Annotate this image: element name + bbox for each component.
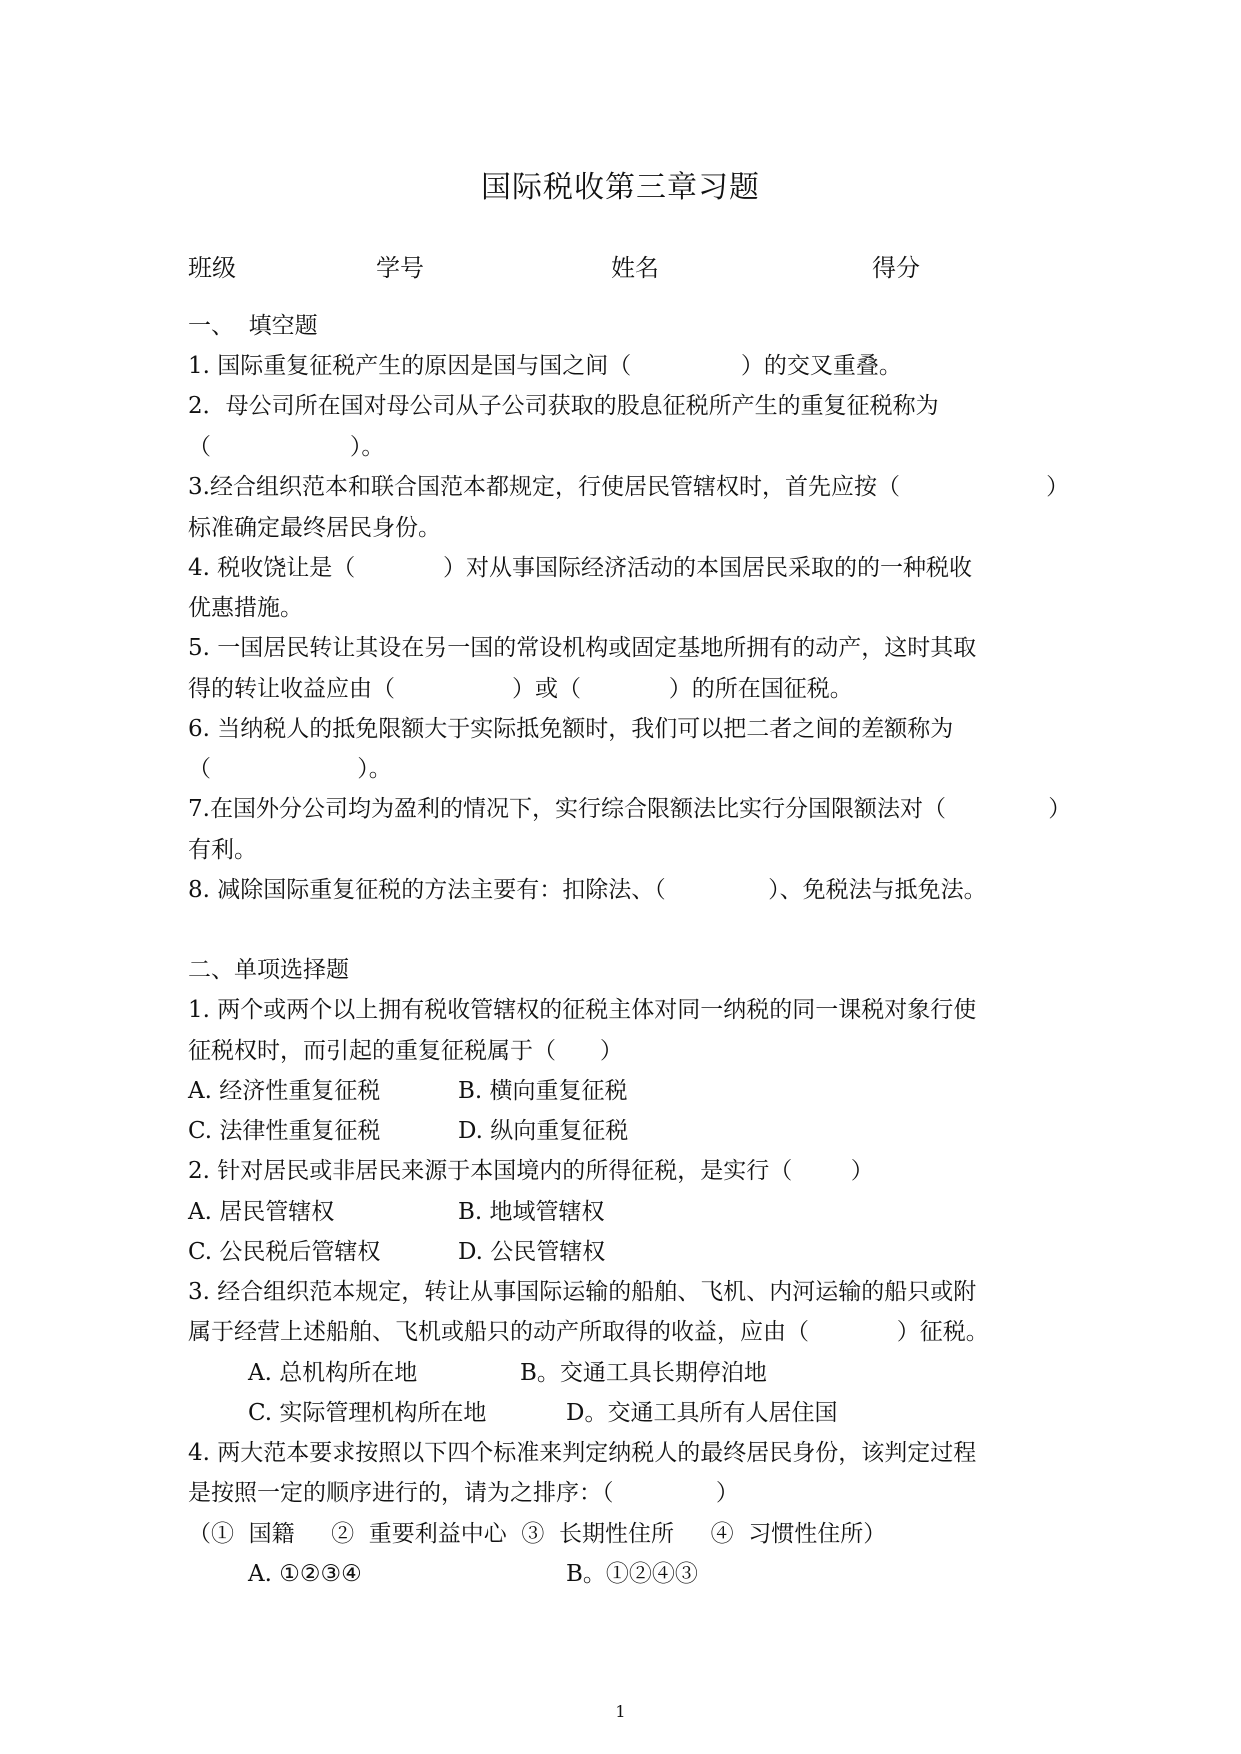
option-d: D. 公民管辖权 — [458, 1239, 606, 1265]
option-b: B。交通工具长期停泊地 — [520, 1360, 767, 1386]
fill-blank-line: 3.经合组织范本和联合国范本都规定，行使居民管辖权时，首先应按（ ） — [188, 474, 1070, 500]
fill-blank-line: 优惠措施。 — [188, 595, 303, 621]
page-title: 国际税收第三章习题 — [481, 170, 760, 205]
fill-blank-line: （ ）。 — [188, 434, 385, 460]
score-label: 得分 — [872, 254, 920, 282]
option-c: C. 公民税后管辖权 — [188, 1239, 381, 1265]
fill-blank-line: （ ）。 — [188, 756, 392, 782]
class-label: 班级 — [188, 254, 236, 282]
fill-blank-line: 有利。 — [188, 837, 257, 863]
question-stem: 2. 针对居民或非居民来源于本国境内的所得征税，是实行（ ） — [188, 1158, 874, 1184]
student-id-label: 学号 — [376, 254, 424, 282]
question-stem: 是按照一定的顺序进行的，请为之排序：（ ） — [188, 1480, 739, 1506]
question-stem: （① 国籍 ② 重要利益中心 ③ 长期性住所 ④ 习惯性住所） — [188, 1521, 887, 1547]
option-c: C. 法律性重复征税 — [188, 1118, 381, 1144]
fill-blank-line: 1. 国际重复征税产生的原因是国与国之间（ ）的交叉重叠。 — [188, 353, 902, 379]
fill-blank-line: 标准确定最终居民身份。 — [188, 515, 441, 541]
fill-blank-line: 6. 当纳税人的抵免限额大于实际抵免额时，我们可以把二者之间的差额称为 — [188, 716, 954, 742]
section-heading-single-choice: 二、单项选择题 — [188, 957, 349, 983]
option-b: B。①②④③ — [566, 1561, 698, 1587]
name-label: 姓名 — [611, 254, 659, 282]
option-a: A. ①②③④ — [248, 1561, 362, 1587]
fill-blank-line: 7.在国外分公司均为盈利的情况下，实行综合限额法比实行分国限额法对（ ） — [188, 796, 1072, 822]
fill-blank-line: 5. 一国居民转让其设在另一国的常设机构或固定基地所拥有的动产，这时其取 — [188, 635, 977, 661]
fill-blank-line: 4. 税收饶让是（ ）对从事国际经济活动的本国居民采取的的一种税收 — [188, 555, 972, 581]
question-stem: 4. 两大范本要求按照以下四个标准来判定纳税人的最终居民身份，该判定过程 — [188, 1440, 977, 1466]
fill-blank-line: 2．母公司所在国对母公司从子公司获取的股息征税所产生的重复征税称为 — [188, 393, 939, 419]
page-number: 1 — [615, 1702, 626, 1721]
question-stem: 1. 两个或两个以上拥有税收管辖权的征税主体对同一纳税的同一课税对象行使 — [188, 997, 977, 1023]
question-stem: 3. 经合组织范本规定，转让从事国际运输的船舶、飞机、内河运输的船只或附 — [188, 1279, 977, 1305]
section-heading-fill-blank: 一、 填空题 — [188, 313, 318, 339]
option-b: B. 横向重复征税 — [458, 1078, 628, 1104]
option-a: A. 总机构所在地 — [248, 1360, 418, 1386]
option-d: D。交通工具所有人居住国 — [566, 1400, 838, 1426]
option-b: B. 地域管辖权 — [458, 1199, 605, 1225]
fill-blank-line: 8. 减除国际重复征税的方法主要有：扣除法、（ ）、免税法与抵免法。 — [188, 877, 987, 903]
option-d: D. 纵向重复征税 — [458, 1118, 629, 1144]
question-stem: 征税权时，而引起的重复征税属于（ ） — [188, 1038, 623, 1064]
fill-blank-line: 得的转让收益应由（ ）或（ ）的所在国征税。 — [188, 676, 853, 702]
option-a: A. 经济性重复征税 — [188, 1078, 381, 1104]
option-c: C. 实际管理机构所在地 — [248, 1400, 487, 1426]
option-a: A. 居民管辖权 — [188, 1199, 335, 1225]
question-stem: 属于经营上述船舶、飞机或船只的动产所取得的收益，应由（ ）征税。 — [188, 1319, 989, 1345]
